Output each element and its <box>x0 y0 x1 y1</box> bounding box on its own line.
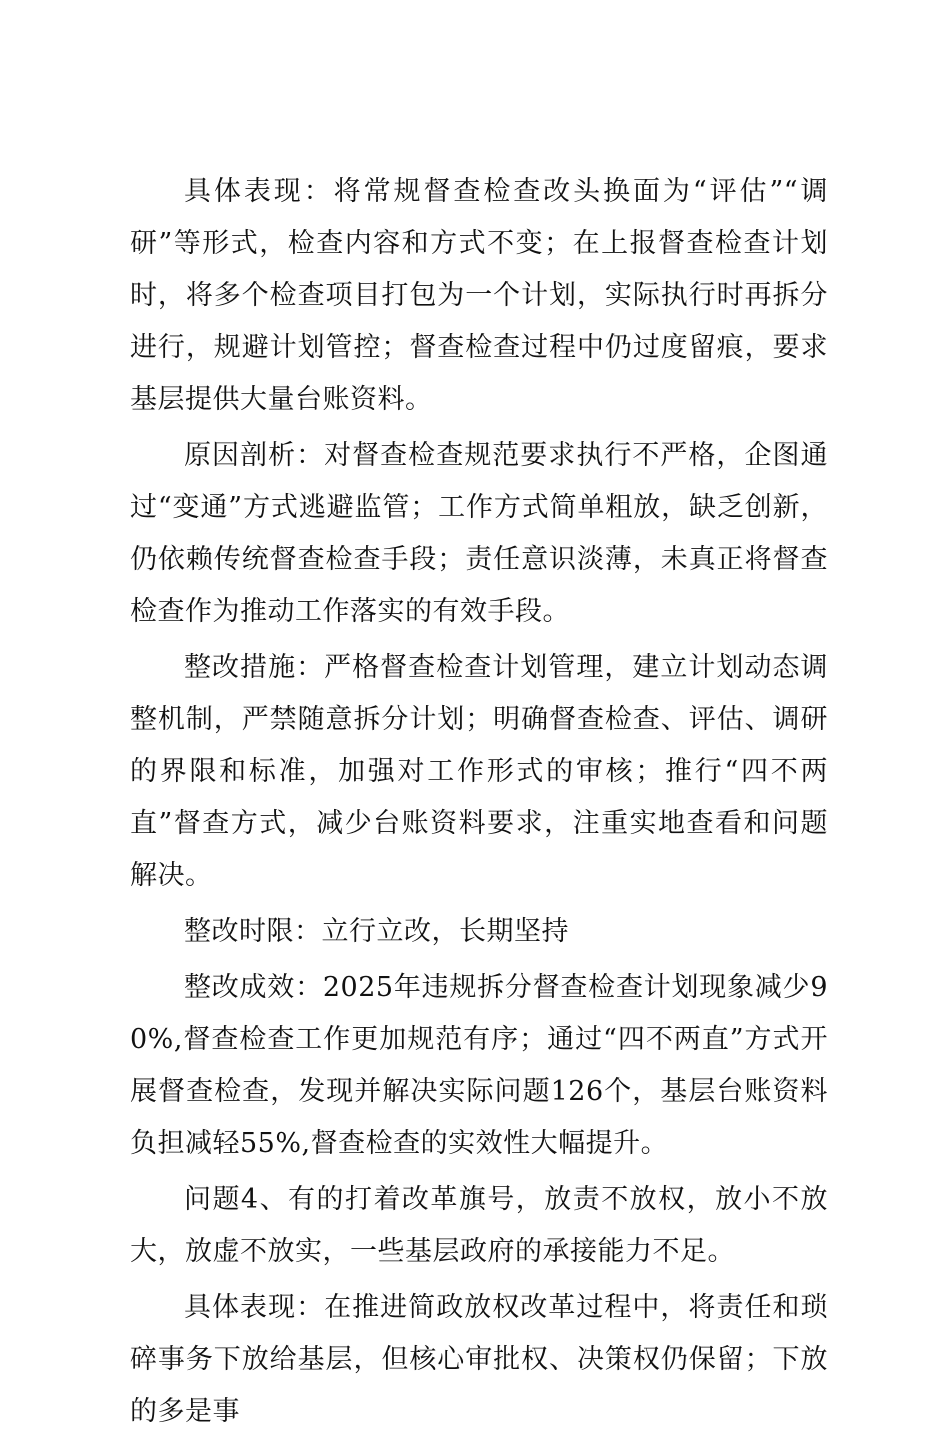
paragraph-rectification-deadline: 整改时限：立行立改，长期坚持 <box>184 916 569 947</box>
paragraph-problem-4: 问题4、有的打着改革旗号，放责不放权，放小不放大，放虚不放实，一些基层政府的承接能力不足。 <box>130 1184 828 1267</box>
paragraph-manifestation: 具体表现：将常规督查检查改头换面为“评估”“调研”等形式，检查内容和方式不变；在上报督查检查计划时，将多个检查项目打包为一个计划，实际执行时再拆分进行，规避计划管控；督查检查过程中仍过度留痕，要求基层提供大量台账资料。 <box>130 176 828 415</box>
paragraph-cause-analysis: 原因剖析：对督查检查规范要求执行不严格，企图通过“变通”方式逃避监管；工作方式简单粗放，缺乏创新，仍依赖传统督查检查手段；责任意识淡薄，未真正将督查检查作为推动工作落实的有效手段。 <box>130 440 828 627</box>
paragraph-rectification-results: 整改成效：2025年违规拆分督查检查计划现象减少90%,督查检查工作更加规范有序；通过“四不两直”方式开展督查检查，发现并解决实际问题126个，基层台账资料负担减轻55%,督查检查的实效性大幅提升。 <box>130 972 828 1159</box>
document-body <box>130 166 828 1442</box>
paragraph-rectification-measures: 整改措施：严格督查检查计划管理，建立计划动态调整机制，严禁随意拆分计划；明确督查检查、评估、调研的界限和标准，加强对工作形式的审核；推行“四不两直”督查方式，减少台账资料要求，注重实地查看和问题解决。 <box>130 652 828 891</box>
paragraph-manifestation-2: 具体表现：在推进简政放权改革过程中，将责任和琐碎事务下放给基层，但核心审批权、决策权仍保留；下放的多是事 <box>130 1292 828 1427</box>
